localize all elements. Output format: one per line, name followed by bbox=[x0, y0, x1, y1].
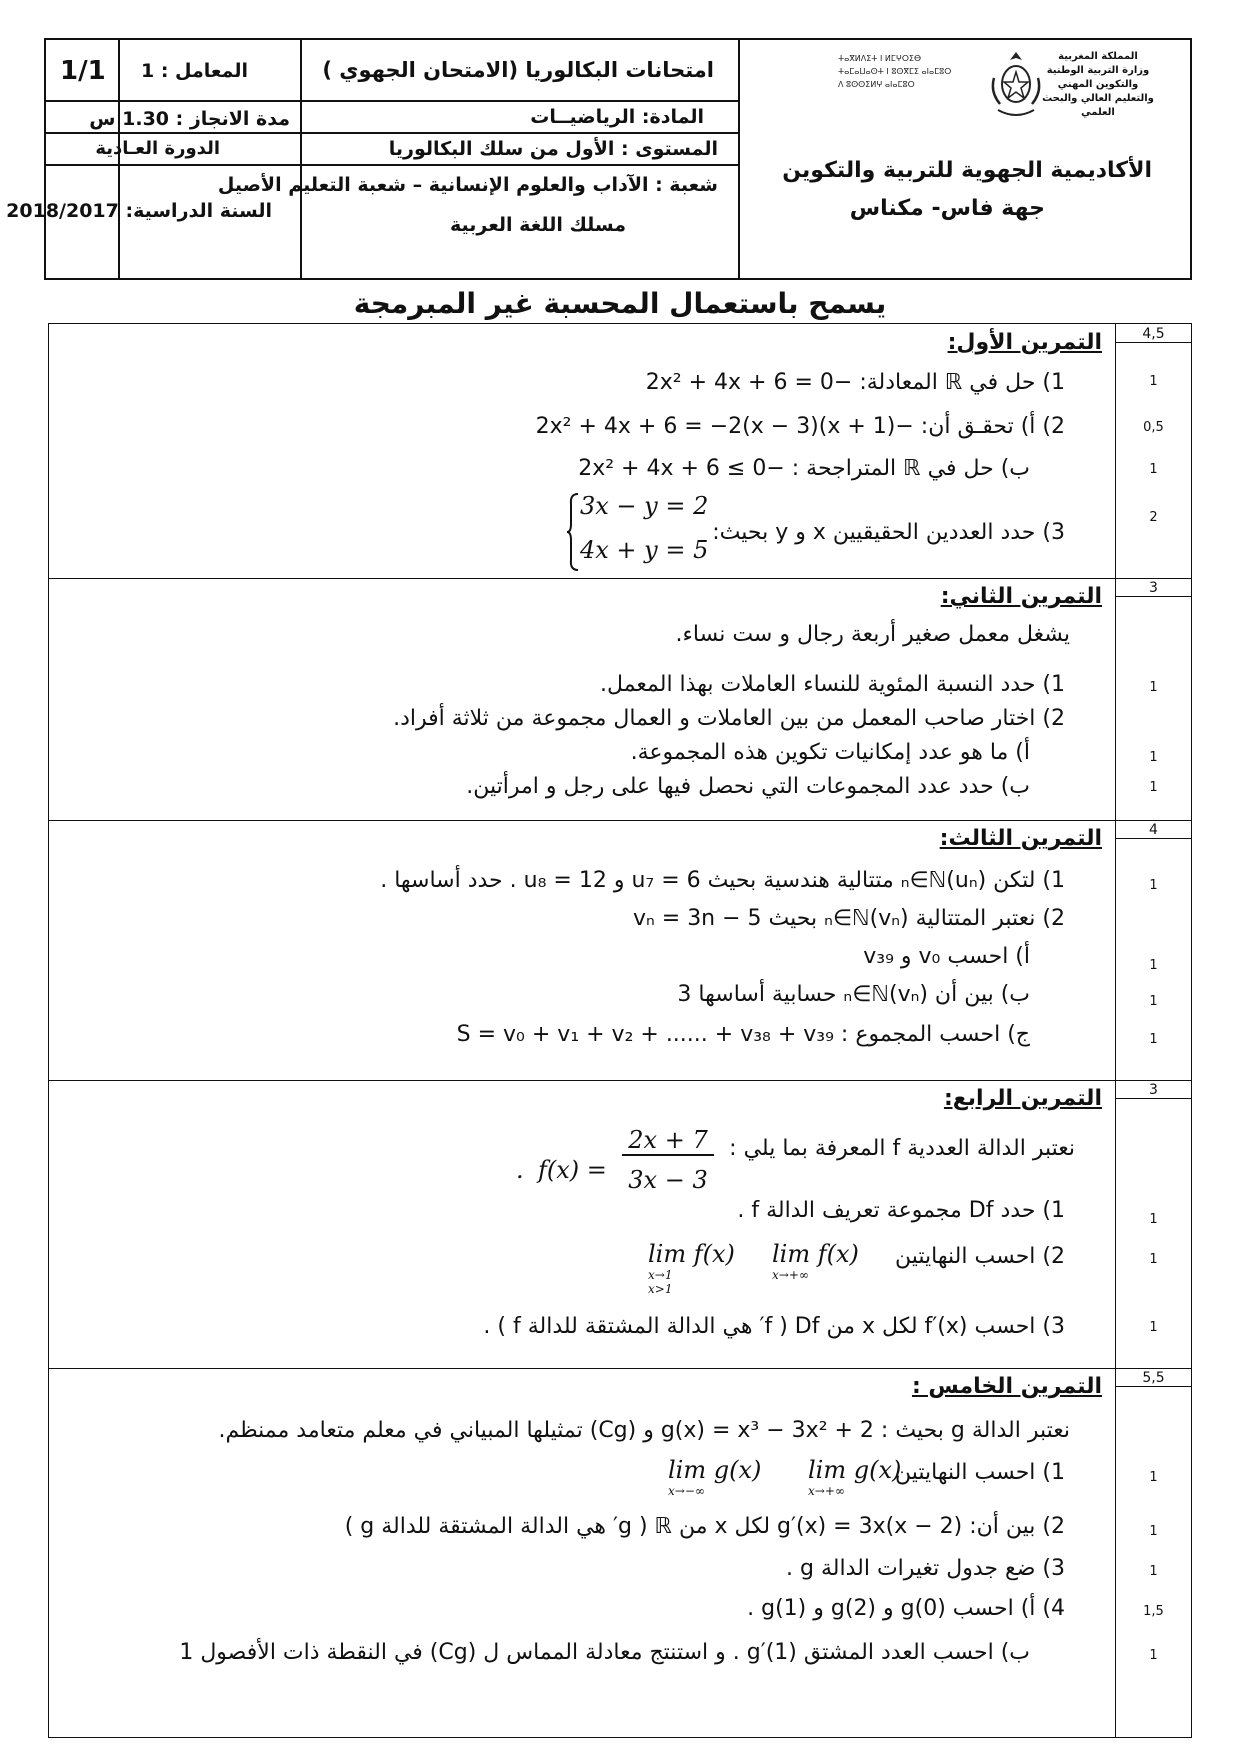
ex2-score: 3 bbox=[1115, 580, 1192, 597]
ex3-title: التمرين الثالث: bbox=[939, 826, 1102, 851]
ex1-q1: 1) حل في ℝ المعادلة: −2x² + 4x + 6 = 0 bbox=[645, 370, 1065, 395]
ex1-q3-score: 2 bbox=[1149, 510, 1158, 525]
kingdom-line-1: المملكة المغربية bbox=[1058, 51, 1138, 62]
ex5-limit-2-sub1: x→−∞ bbox=[668, 1484, 705, 1498]
ex3-q2c: ج) احسب المجموع : S = v₀ + v₁ + v₂ + ...... + v₃₈ + v₃₉ bbox=[456, 1022, 1030, 1047]
tifinagh-line-2: ⵜⴰⵎⴰⵡⴰⵙⵜ ⵏ ⵓⵙⴳⵎⵉ ⴰⵏⴰⵎⵓⵔ bbox=[838, 67, 952, 76]
ex3-q2: 2) نعتبر المتتالية (vₙ)ₙ∈ℕ بحيث vₙ = 3n − 5 bbox=[632, 906, 1065, 931]
kingdom-line-2: وزارة التربية الوطنية والتكوين المهني bbox=[1046, 65, 1150, 90]
ex2-q2a: أ) ما هو عدد إمكانيات تكوين هذه المجموعة. bbox=[630, 740, 1030, 765]
calculator-note: يسمح باستعمال المحسبة غير المبرمجة bbox=[353, 287, 887, 320]
ex5-q3-score: 1 bbox=[1149, 1564, 1158, 1579]
ex1-score: 4,5 bbox=[1115, 326, 1192, 343]
ex3-q2a: أ) احسب v₀ و v₃₉ bbox=[863, 944, 1030, 969]
ex4-q1-score: 1 bbox=[1149, 1212, 1158, 1227]
ex5-intro: نعتبر الدالة g بحيث : g(x) = x³ − 3x² + 2 و (Cg) تمثيلها المبياني في معلم متعامد ممنظم. bbox=[218, 1418, 1070, 1443]
ex5-q4a: 4) أ) احسب g(0) و g(2) و g(1) . bbox=[747, 1596, 1065, 1621]
ex4-fraction-den: 3x − 3 bbox=[628, 1166, 708, 1194]
ex3-q2a-score: 1 bbox=[1149, 958, 1158, 973]
ex4-limit-2-expr: lim f(x) bbox=[772, 1240, 859, 1268]
ex3-q1: 1) لتكن (uₙ)ₙ∈ℕ متتالية هندسية بحيث u₇ = 6 و u₈ = 12 . حدد أساسها . bbox=[380, 868, 1065, 893]
ex2-intro: يشغل معمل صغير أربعة رجال و ست نساء. bbox=[675, 622, 1070, 647]
ex1-q2b-score: 1 bbox=[1149, 462, 1158, 477]
ex2-q2b-score: 1 bbox=[1149, 780, 1158, 795]
ex1-q3: 3) حدد العددين الحقيقيين x و y بحيث: bbox=[712, 520, 1065, 545]
session: الدورة العـادية bbox=[95, 138, 220, 159]
ex2-q1-score: 1 bbox=[1149, 680, 1158, 695]
ex1-q2b: ب) حل في ℝ المتراجحة : −2x² + 4x + 6 ≤ 0 bbox=[578, 456, 1030, 481]
ex5-limit-1-sub1: x→+∞ bbox=[808, 1484, 845, 1498]
tifinagh-line-3: ⴷ ⵓⵙⵙⵉⵍⵖ ⴰⵏⴰⵎⵓⵔ bbox=[838, 80, 915, 89]
system-eq-2: 4x + y = 5 bbox=[580, 536, 709, 564]
academy-region: جهة فاس- مكناس bbox=[849, 196, 1045, 221]
system-brace-icon bbox=[566, 492, 580, 572]
ex2-q1: 1) حدد النسبة المئوية للنساء العاملات بهذا المعمل. bbox=[600, 672, 1065, 697]
ex4-limit-1 bbox=[648, 1240, 735, 1296]
subject: المادة: الرياضيــات bbox=[530, 106, 704, 128]
separator-ex4 bbox=[48, 1080, 1192, 1081]
coefficient: المعامل : 1 bbox=[140, 60, 248, 82]
ex1-q1-score: 1 bbox=[1149, 374, 1158, 389]
ex4-limit-2 bbox=[772, 1240, 859, 1282]
duration: مدة الانجاز : 1.30 س bbox=[89, 108, 290, 130]
ex4-limit-1-sub2: x>1 bbox=[648, 1282, 673, 1296]
ex4-fraction-num: 2x + 7 bbox=[622, 1126, 714, 1156]
ex5-title: التمرين الخامس : bbox=[911, 1374, 1102, 1399]
ex5-q2-score: 1 bbox=[1149, 1524, 1158, 1539]
ex4-q3-score: 1 bbox=[1149, 1320, 1158, 1335]
ex3-q2c-score: 1 bbox=[1149, 1032, 1158, 1047]
ex3-q2b: ب) بين أن (vₙ)ₙ∈ℕ حسابية أساسها 3 bbox=[677, 982, 1030, 1007]
ex5-q4a-score: 1,5 bbox=[1143, 1604, 1164, 1619]
separator-ex2 bbox=[48, 578, 1192, 579]
ministry-logo bbox=[838, 48, 1158, 138]
ex4-limit-2-sub1: x→+∞ bbox=[772, 1268, 809, 1282]
ex3-q1-score: 1 bbox=[1149, 878, 1158, 893]
kingdom-line-3: والتعليم العالي والبحث العلمي bbox=[1042, 93, 1154, 118]
ex5-q3: 3) ضع جدول تغيرات الدالة g . bbox=[786, 1556, 1065, 1581]
ex4-title: التمرين الرابع: bbox=[943, 1086, 1102, 1111]
ex4-limit-1-sub1: x→1 bbox=[648, 1268, 673, 1282]
track: مسلك اللغة العربية bbox=[449, 214, 626, 236]
page-number: 1/1 bbox=[60, 56, 106, 86]
ex3-score: 4 bbox=[1115, 822, 1192, 839]
branch: شعبة : الآداب والعلوم الإنسانية – شعبة التعليم الأصيل bbox=[217, 174, 718, 196]
ex4-score: 3 bbox=[1115, 1082, 1192, 1099]
ex1-q2a-score: 0,5 bbox=[1143, 420, 1164, 435]
ex3-q2b-score: 1 bbox=[1149, 994, 1158, 1009]
ex4-q1: 1) حدد Df مجموعة تعريف الدالة f . bbox=[737, 1198, 1065, 1223]
ex5-q4b: ب) احسب العدد المشتق g′(1) . و استنتج معادلة المماس ل (Cg) في النقطة ذات الأفصول 1 bbox=[179, 1640, 1030, 1665]
ex2-q2a-score: 1 bbox=[1149, 750, 1158, 765]
ex1-title: التمرين الأول: bbox=[947, 330, 1102, 355]
ex2-q2: 2) اختار صاحب المعمل من بين العاملات و العمال مجموعة من ثلاثة أفراد. bbox=[393, 706, 1065, 731]
ex5-limit-2-expr: lim g(x) bbox=[668, 1456, 762, 1484]
ex5-limit-1-expr: lim g(x) bbox=[808, 1456, 902, 1484]
ex5-limit-2 bbox=[668, 1456, 761, 1498]
academy-name: الأكاديمية الجهوية للتربية والتكوين bbox=[782, 158, 1152, 183]
school-year: السنة الدراسية: 2018/2017 bbox=[6, 200, 272, 222]
ex4-intro: نعتبر الدالة العددية f المعرفة بما يلي : bbox=[729, 1136, 1075, 1161]
ex2-title: التمرين الثاني: bbox=[940, 584, 1102, 609]
ex5-q4b-score: 1 bbox=[1149, 1648, 1158, 1663]
ex5-score: 5,5 bbox=[1115, 1370, 1192, 1387]
ex4-fraction-lhs: f(x) = bbox=[538, 1156, 607, 1184]
level: المستوى : الأول من سلك البكالوريا bbox=[388, 138, 718, 160]
tifinagh-line-1: ⵜⴰⴳⵍⴷⵉⵜ ⵏ ⵍⵎⵖⵔⵉⴱ bbox=[838, 54, 922, 63]
ex5-q2: 2) بين أن: g′(x) = 3x(x − 2) لكل x من ℝ ( g′ هي الدالة المشتقة للدالة g ) bbox=[344, 1514, 1065, 1539]
ex4-limit-1-expr: lim f(x) bbox=[648, 1240, 735, 1268]
ex5-q1: 1) احسب النهايتين bbox=[895, 1460, 1065, 1485]
ex2-q2b: ب) حدد عدد المجموعات التي نحصل فيها على رجل و امرأتين. bbox=[466, 774, 1030, 799]
ex4-q2-score: 1 bbox=[1149, 1252, 1158, 1267]
coat-of-arms-icon bbox=[986, 48, 1046, 122]
ex5-q1-score: 1 bbox=[1149, 1470, 1158, 1485]
system-eq-1: 3x − y = 2 bbox=[580, 492, 709, 520]
exam-title: امتحانات البكالوريا (الامتحان الجهوي ) bbox=[322, 58, 714, 82]
separator-ex3 bbox=[48, 820, 1192, 821]
ex4-fraction-end: . bbox=[516, 1156, 524, 1184]
ex4-q3: 3) احسب f′(x) لكل x من Df ( f′ هي الدالة المشتقة للدالة f ) . bbox=[483, 1314, 1065, 1339]
separator-ex5 bbox=[48, 1368, 1192, 1369]
ex4-q2: 2) احسب النهايتين bbox=[895, 1244, 1065, 1269]
ex1-q2a: 2) أ) تحقـق أن: −2x² + 4x + 6 = −2(x − 3)(x + 1) bbox=[535, 414, 1065, 439]
ex5-limit-1 bbox=[808, 1456, 901, 1498]
